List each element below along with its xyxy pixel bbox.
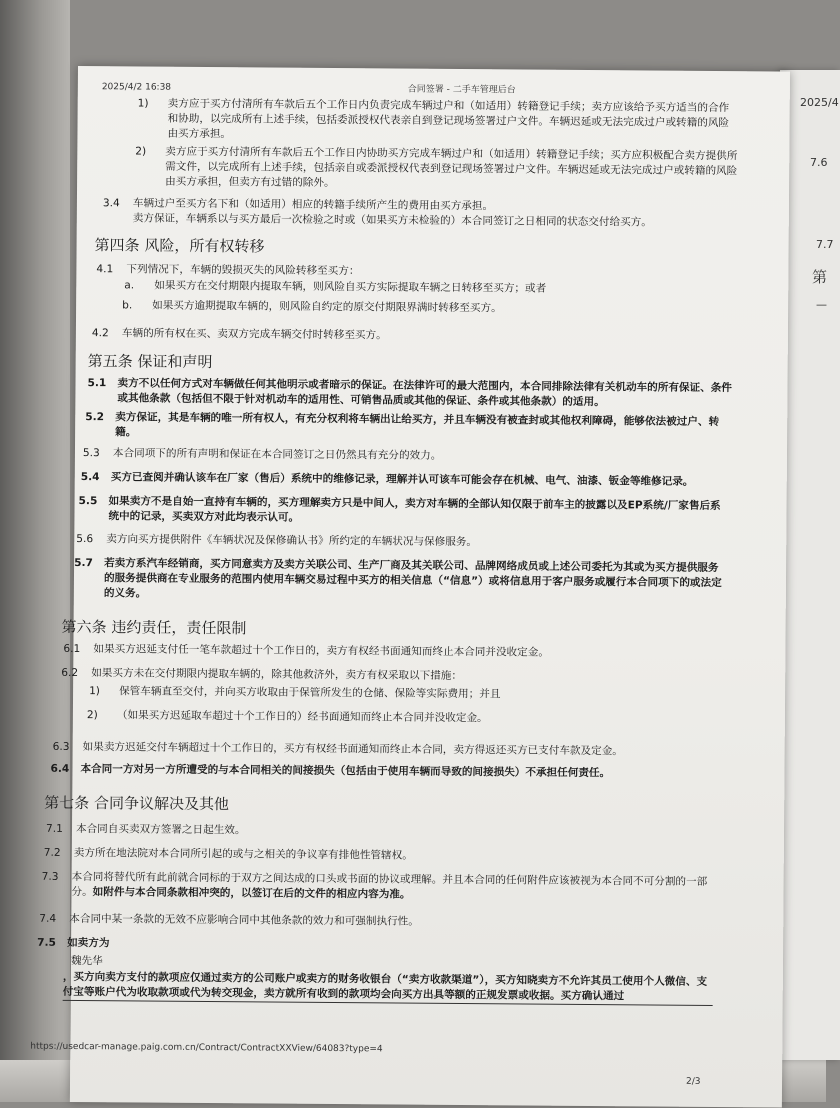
clause-4-2: 4.2 车辆的所有权在买、卖双方完成车辆交付时转移至买方。 <box>91 327 387 342</box>
print-title: 合同签署 - 二手车管理后台 <box>407 84 516 96</box>
clause-5-5: 5.5 如果卖方不是自始一直持有车辆的，买方理解卖方只是中间人，卖方对车辆的全部认知仅限于前车主的披露以及EP系统/厂家售后系统中的记录，买卖双方对此均表示认可。 <box>78 495 721 524</box>
page-number: 2/3 <box>686 1076 701 1087</box>
next-page-heading: 第 <box>812 268 828 286</box>
clause-7-1: 7.1 本合同自买卖双方签署之日起生效。 <box>45 822 246 837</box>
clause-6-4: 6.4 本合同一方对另一方所遭受的与本合同相关的间接损失（包括由于使用车辆而导致的间接损失）不承担任何责任。 <box>50 762 611 780</box>
clause-6-2-item-1: 1) 保管车辆直至交付，并向买方收取由于保管所发生的仓储、保险等实际费用；并且 <box>89 685 501 701</box>
article-5-heading: 第五条 保证和声明 <box>87 352 213 372</box>
clause-4-1: 4.1 下列情况下，车辆的毁损灭失的风险转移至买方： <box>96 263 360 278</box>
article-4-heading: 第四条 风险，所有权转移 <box>94 236 265 256</box>
print-url: https://usedcar-manage.paig.com.cn/Contract/ContractXXView/64083?type=4 <box>30 1041 383 1055</box>
clause-7-5: 7.5 如卖方为 <box>37 936 110 950</box>
clause-3-item-2: 2) 卖方应于买方付清所有车款后五个工作日内协助买方完成车辆过户和（如适用）转籍登记手续；买方应积极配合卖方提供所需文件，以完成所有上述手续，包括亲自或委派授权代表到登记现场签署过户文件。车辆迟延或无法完成过户或转籍的风险由买方承担，但卖方有过错的除外。 <box>135 145 738 190</box>
clause-5-1: 5.1 卖方不以任何方式对车辆做任何其他明示或者暗示的保证。在法律许可的最大范围内，本合同排除法律有关机动车的所有保证、条件或其他条款（包括但不限于针对机动车的适用性、可销售品质或其他的保证、条件或其他条款）的适用。 <box>87 377 732 409</box>
clause-7-2: 7.2 卖方所在地法院对本合同所引起的或与之相关的争议享有排他性管辖权。 <box>43 846 413 862</box>
clause-7-5-continued: ，买方向卖方支付的款项应仅通过卖方的公司账户或卖方的财务收银台（“卖方收款渠道”），买方知晓卖方不允许其员工使用个人微信、支付宝等账户代为收取款项或代为转交现金，卖方就所有收到的款项均会向买方出具等额的正规发票或收据。买方确认通过 <box>63 970 713 1006</box>
clause-5-3: 5.3 本合同项下的所有声明和保证在本合同签订之日仍然具有充分的效力。 <box>82 447 442 462</box>
clause-5-7: 5.7 若卖方系汽车经销商，买方同意卖方及卖方关联公司、生产厂商及其关联公司、品牌网络成员或上述公司委托为其或为买方提供服务的服务提供商在专业服务的范围内使用车辆交易过程中买方的相关信息（“信息”）或将信息用于客户服务或履行本合同项下的或法定的义务。 <box>74 556 722 600</box>
clause-3-item-1: 1) 卖方应于买方付清所有车款后五个工作日内负责完成车辆过户和（如适用）转籍登记手续；卖方应该给予买方适当的合作和协助，以完成所有上述手续，包括委派授权代表亲自到登记现场签署过户文件。车辆迟延或无法完成过户或转籍的风险由买方承担。 <box>137 97 730 141</box>
clause-4-1-a: a. 如果买方在交付期限内提取车辆，则风险自买方实际提取车辆之日转移至买方；或者 <box>124 279 547 295</box>
next-page-clause: 7.6 <box>810 156 828 169</box>
clause-6-3: 6.3 如果卖方迟延交付车辆超过十个工作日的，买方有权经书面通知而终止本合同，卖方得返还买方已支付车款及定金。 <box>52 740 623 758</box>
clause-5-6: 5.6 卖方向买方提供附件《车辆状况及保修确认书》所约定的车辆状况与保修服务。 <box>76 533 478 549</box>
clause-6-1: 6.1 如果买方迟延支付任一笔车款超过十个工作日的，卖方有权经书面通知而终止本合同并没收定金。 <box>63 642 549 659</box>
clause-3-4: 3.4 车辆过户至买方名下和（如适用）相应的转籍手续所产生的费用由买方承担。 卖方保证，车辆系以与买方最后一次检验之时或（如果买方未检验的）本合同签订之日相同的状态交付给买方。 <box>102 197 652 229</box>
next-page-edge <box>780 70 840 1060</box>
seller-name: 魏先华 <box>70 954 103 968</box>
next-page-clause: 7.7 <box>816 238 834 251</box>
clause-6-2: 6.2 如果买方未在交付期限内提取车辆的，除其他救济外，卖方有权采取以下措施： <box>61 666 463 683</box>
contract-page <box>30 66 790 1108</box>
print-datetime: 2025/4/2 16:38 <box>101 82 172 93</box>
article-7-heading: 第七条 合同争议解决及其他 <box>44 793 230 814</box>
next-page-date: 2025/4 <box>800 96 839 109</box>
clause-7-4: 7.4 本合同中某一条款的无效不应影响合同中其他条款的效力和可强制执行性。 <box>39 912 419 928</box>
clause-7-3: 7.3 本合同将替代所有此前就合同标的于双方之间达成的口头或书面的协议或理解。并且本合同的任何附件应该被视为本合同不可分割的一部分。如附件与本合同条款相冲突的，以签订在后的文件的相应内容为准。 <box>41 870 708 901</box>
clause-5-4: 5.4 买方已查阅并确认该车在厂家（售后）系统中的维修记录，理解并认可该车可能会存在机械、电气、油漆、钣金等维修记录。 <box>80 471 694 488</box>
clause-6-2-item-2: 2) （如果买方迟延取车超过十个工作日的）经书面通知而终止本合同并没收定金。 <box>86 709 488 725</box>
clause-5-2: 5.2 卖方保证，其是车辆的唯一所有权人，有充分权利将车辆出让给买方，并且车辆没有被查封或其他权利障碍，能够依法被过户、转籍。 <box>85 411 720 439</box>
clause-4-1-b: b. 如果买方逾期提取车辆的，则风险自约定的原交付期限界满时转移至买方。 <box>122 299 502 315</box>
next-page-line: — <box>816 298 827 311</box>
article-6-heading: 第六条 违约责任，责任限制 <box>61 617 247 638</box>
